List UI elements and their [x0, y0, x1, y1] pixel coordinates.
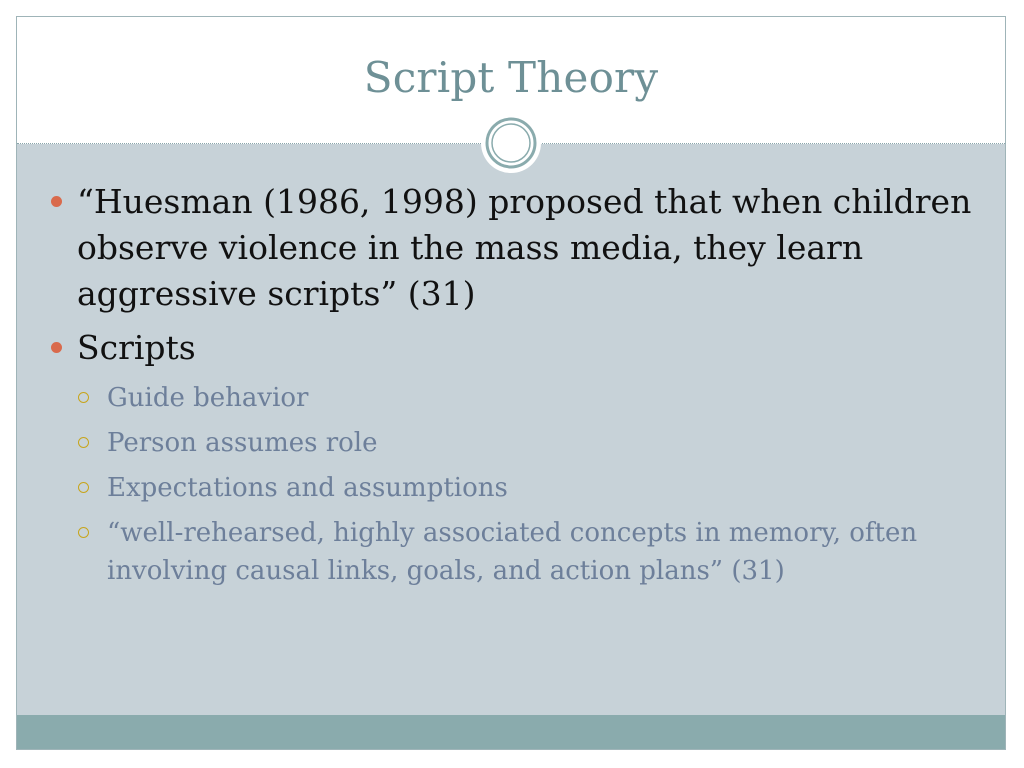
slide-content — [47, 179, 992, 597]
hollow-circle-bullet-icon — [78, 437, 89, 448]
double-ring-circle-icon — [480, 112, 542, 174]
sub-bullet-text: Person assumes role — [107, 428, 378, 458]
slide-title: Script Theory — [363, 53, 659, 102]
bullet-text: Scripts — [77, 328, 196, 367]
slide — [16, 16, 1006, 750]
filled-circle-bullet-icon — [51, 342, 62, 353]
sub-bullet-item — [47, 424, 992, 462]
bullet-item-quote — [47, 179, 992, 317]
sub-bullet-item — [47, 469, 992, 507]
footer-band — [17, 715, 1005, 749]
hollow-circle-bullet-icon — [78, 482, 89, 493]
sub-bullet-item — [47, 379, 992, 417]
sub-bullet-text: Expectations and assumptions — [107, 473, 508, 503]
bullet-item-scripts — [47, 325, 992, 371]
hollow-circle-bullet-icon — [78, 392, 89, 403]
sub-bullet-text: Guide behavior — [107, 383, 309, 413]
filled-circle-bullet-icon — [51, 196, 62, 207]
hollow-circle-bullet-icon — [78, 527, 89, 538]
sub-bullet-item — [47, 514, 992, 590]
sub-bullet-text: “well-rehearsed, highly associated concepts in memory, often involving causal links, goals, and action plans” (31) — [107, 518, 918, 586]
bullet-text: “Huesman (1986, 1998) proposed that when children observe violence in the mass media, they learn aggressive scripts” (31) — [77, 182, 972, 313]
